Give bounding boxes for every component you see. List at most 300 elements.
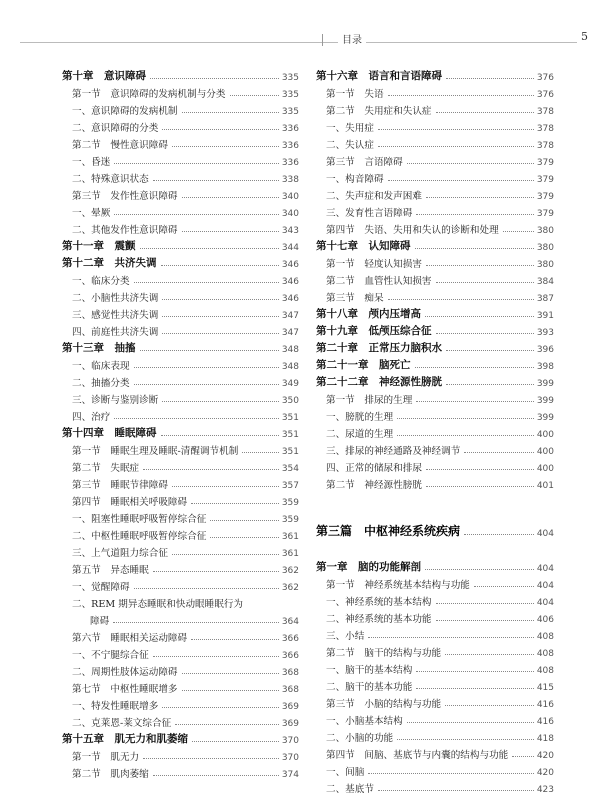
toc-entry-title: 二、小脑性共济失调	[72, 293, 159, 304]
toc-entry-item[interactable]	[62, 117, 299, 134]
dot-leader	[153, 180, 279, 181]
toc-page-number: 351	[281, 430, 299, 440]
toc-entry-item[interactable]	[316, 778, 554, 795]
toc-page-number: 357	[281, 481, 299, 491]
toc-entry-item[interactable]	[316, 457, 554, 474]
toc-page-number: 335	[281, 73, 299, 83]
toc-page-number: 366	[281, 651, 299, 661]
toc-entry-chapter[interactable]	[62, 729, 299, 746]
toc-page-number: 346	[281, 294, 299, 304]
dot-leader	[426, 265, 534, 266]
toc-page-number: 415	[536, 683, 554, 693]
toc-entry-title: 二、尿道的生理	[326, 429, 394, 440]
toc-entry-item[interactable]	[62, 304, 299, 321]
toc-entry-cont[interactable]	[62, 610, 299, 627]
toc-page-number: 336	[281, 124, 299, 134]
toc-page-number: 400	[536, 430, 554, 440]
dot-leader	[162, 401, 278, 402]
toc-entry-title: 二、特殊意识状态	[72, 174, 149, 185]
toc-entry-title: 二、神经系统的基本功能	[326, 614, 432, 625]
toc-page-number: 404	[536, 598, 554, 608]
page-header	[20, 30, 588, 50]
toc-entry-item[interactable]	[316, 676, 554, 693]
dot-leader	[397, 435, 534, 436]
toc-page-number: 420	[536, 768, 554, 778]
toc-page-number: 408	[536, 632, 554, 642]
toc-entry-title: 第七节 中枢性睡眠增多	[72, 684, 178, 695]
dot-leader	[162, 129, 278, 130]
dot-leader	[153, 656, 279, 657]
dot-leader	[378, 129, 534, 130]
toc-entry-chapter[interactable]	[62, 253, 299, 270]
dot-leader	[134, 282, 279, 283]
toc-entry-item[interactable]	[62, 661, 299, 678]
toc-entry-item[interactable]	[316, 168, 554, 185]
dot-leader	[161, 265, 279, 266]
toc-page-number: 343	[281, 226, 299, 236]
toc-page-number: 366	[281, 634, 299, 644]
toc-entry-item[interactable]	[316, 761, 554, 778]
dot-leader	[416, 671, 533, 672]
toc-entry-title: 四、前庭性共济失调	[72, 327, 159, 338]
toc-entry-title: 二、中枢性睡眠呼吸暂停综合征	[72, 531, 207, 542]
toc-entry-item[interactable]	[316, 608, 554, 625]
dot-leader	[143, 469, 279, 470]
toc-entry-chapter[interactable]	[316, 355, 554, 372]
toc-page-number: 369	[281, 702, 299, 712]
dot-leader	[426, 197, 534, 198]
toc-page-number: 423	[536, 785, 554, 795]
toc-entry-chapter[interactable]	[62, 66, 299, 83]
dot-leader	[425, 316, 534, 317]
toc-page-number: 348	[281, 362, 299, 372]
toc-entry-item[interactable]	[62, 321, 299, 338]
toc-entry-title: 第二节 肌肉萎缩	[72, 769, 149, 780]
toc-entry-item[interactable]	[62, 287, 299, 304]
toc-page-number: 384	[536, 277, 554, 287]
part-spacer	[316, 545, 554, 557]
toc-page-number: 359	[281, 498, 299, 508]
toc-page-number: 404	[536, 564, 554, 574]
toc-page-number: 379	[536, 158, 554, 168]
toc-left-column	[62, 66, 299, 780]
toc-entry-section[interactable]	[316, 693, 554, 710]
toc-page-number: 406	[536, 615, 554, 625]
toc-entry-title: 第二节 失用症和失认症	[326, 106, 432, 117]
toc-entry-title: 一、构音障碍	[326, 174, 384, 185]
toc-entry-section[interactable]	[62, 457, 299, 474]
dot-leader	[474, 586, 534, 587]
toc-entry-item[interactable]	[62, 168, 299, 185]
toc-entry-item[interactable]	[62, 712, 299, 729]
toc-page-number: 378	[536, 124, 554, 134]
toc-entry-section[interactable]	[316, 219, 554, 236]
dot-leader	[230, 95, 279, 96]
dot-leader	[161, 435, 279, 436]
dot-leader	[162, 707, 278, 708]
toc-page-number: 420	[536, 751, 554, 761]
toc-entry-title: 三、感觉性共济失调	[72, 310, 159, 321]
toc-page-number: 376	[536, 90, 554, 100]
toc-entry-section[interactable]	[316, 744, 554, 761]
toc-entry-title: 二、基底节	[326, 784, 374, 795]
toc-entry-title: 第一节 睡眠生理及睡眠-清醒调节机制	[72, 446, 239, 457]
toc-page-number: 347	[281, 311, 299, 321]
toc-entry-title: 一、临床分类	[72, 276, 130, 287]
dot-leader	[464, 534, 534, 535]
toc-page-number: 416	[536, 717, 554, 727]
toc-entry-title: 一、意识障碍的发病机制	[72, 106, 178, 117]
dot-leader	[397, 418, 534, 419]
toc-page-number: 349	[281, 379, 299, 389]
dot-leader	[210, 537, 279, 538]
toc-page-number: 369	[281, 719, 299, 729]
toc-entry-title: 三、排尿的神经通路及神经调节	[326, 446, 461, 457]
toc-page-number: 379	[536, 175, 554, 185]
toc-page-number: 380	[536, 226, 554, 236]
toc-entry-title: 第四节 间脑、基底节与内囊的结构与功能	[326, 750, 509, 761]
toc-entry-item[interactable]	[316, 710, 554, 727]
dot-leader	[140, 350, 279, 351]
toc-entry-section[interactable]	[62, 440, 299, 457]
dot-leader	[397, 739, 534, 740]
toc-entry-item[interactable]	[316, 727, 554, 744]
toc-entry-title: 第二十章 正常压力脑积水	[316, 342, 442, 354]
toc-entry-chapter[interactable]	[316, 304, 554, 321]
toc-entry-section[interactable]	[316, 474, 554, 491]
dot-leader	[426, 486, 534, 487]
toc-entry-title: 三、上气道阻力综合征	[72, 548, 168, 559]
toc-entry-section[interactable]	[62, 185, 299, 202]
toc-entry-title: 第一节 神经系统基本结构与功能	[326, 580, 470, 591]
toc-entry-title: 一、膀胱的生理	[326, 412, 394, 423]
dot-leader	[368, 773, 533, 774]
toc-entry-section[interactable]	[62, 627, 299, 644]
dot-leader	[242, 452, 278, 453]
dot-leader	[172, 554, 279, 555]
toc-entry-section[interactable]	[316, 574, 554, 591]
dot-leader	[416, 688, 533, 689]
dot-leader	[162, 316, 278, 317]
toc-page-number: 374	[281, 770, 299, 780]
dot-leader	[445, 705, 534, 706]
toc-page-number: 376	[536, 73, 554, 83]
toc-page-number: 404	[536, 529, 554, 539]
toc-entry-item[interactable]	[62, 508, 299, 525]
toc-page-number: 361	[281, 532, 299, 542]
dot-leader	[368, 637, 533, 638]
toc-page-number: 368	[281, 685, 299, 695]
toc-entry-title: 三、诊断与鉴别诊断	[72, 395, 159, 406]
toc-entry-title: 第三节 言语障碍	[326, 157, 403, 168]
toc-entry-item[interactable]	[316, 625, 554, 642]
toc-right-column	[316, 66, 554, 795]
dot-leader	[114, 418, 278, 419]
toc-entry-title: 二、意识障碍的分类	[72, 123, 159, 134]
toc-entry-item[interactable]	[316, 134, 554, 151]
toc-entry-section[interactable]	[316, 83, 554, 100]
dot-leader	[182, 690, 279, 691]
toc-entry-section[interactable]	[62, 559, 299, 576]
toc-entry-chapter[interactable]	[316, 321, 554, 338]
toc-entry-item[interactable]	[62, 644, 299, 661]
dot-leader	[512, 756, 534, 757]
toc-entry-title: 第十七章 认知障碍	[316, 240, 411, 252]
toc-page-number: 393	[536, 328, 554, 338]
toc-entry-section[interactable]	[62, 746, 299, 763]
toc-page-number: 346	[281, 277, 299, 287]
toc-page-number: 350	[281, 396, 299, 406]
toc-entry-section[interactable]	[62, 83, 299, 100]
dot-leader	[134, 367, 279, 368]
toc-entry-item[interactable]	[316, 423, 554, 440]
dot-leader	[436, 620, 534, 621]
toc-entry-item[interactable]	[62, 525, 299, 542]
dot-leader	[182, 112, 279, 113]
toc-entry-item[interactable]	[62, 372, 299, 389]
toc-entry-item[interactable]	[62, 355, 299, 372]
toc-page-number: 379	[536, 192, 554, 202]
toc-entry-chapter[interactable]	[316, 338, 554, 355]
header-section-title: 目录	[338, 31, 366, 46]
toc-entry-section[interactable]	[316, 642, 554, 659]
dot-leader	[153, 775, 279, 776]
dot-leader	[388, 95, 534, 96]
toc-entry-title: 二、REM 期异态睡眠和快动眼睡眠行为	[72, 599, 244, 610]
toc-entry-title: 一、觉醒障碍	[72, 582, 130, 593]
toc-entry-section[interactable]	[316, 253, 554, 270]
toc-page-number: 401	[536, 481, 554, 491]
toc-entry-title: 第十四章 睡眠障碍	[62, 427, 157, 439]
dot-leader	[172, 146, 279, 147]
toc-entry-item[interactable]	[62, 576, 299, 593]
toc-page-number: 379	[536, 209, 554, 219]
toc-entry-title: 第四节 失语、失用和失认的诊断和处理	[326, 225, 499, 236]
toc-entry-item[interactable]	[316, 406, 554, 423]
dot-leader	[172, 486, 279, 487]
toc-page-number: 347	[281, 328, 299, 338]
toc-entry-title: 一、特发性睡眠增多	[72, 701, 159, 712]
dot-leader	[378, 790, 534, 791]
toc-entry-section[interactable]	[62, 678, 299, 695]
dot-leader	[114, 214, 278, 215]
toc-entry-title: 第三篇 中枢神经系统疾病	[316, 524, 461, 538]
toc-entry-title: 一、晕厥	[72, 208, 111, 219]
toc-page-number: 351	[281, 413, 299, 423]
toc-entry-title: 第二节 血管性认知损害	[326, 276, 432, 287]
toc-page-number: 362	[281, 583, 299, 593]
dot-leader	[416, 214, 533, 215]
toc-page-number: 348	[281, 345, 299, 355]
toc-entry-title: 障碍	[90, 616, 110, 627]
dot-leader	[162, 299, 278, 300]
toc-entry-section[interactable]	[316, 270, 554, 287]
toc-page-number: 344	[281, 243, 299, 253]
toc-entry-item[interactable]	[316, 440, 554, 457]
dot-leader	[426, 469, 534, 470]
toc-entry-title: 二、失认症	[326, 140, 374, 151]
dot-leader	[425, 569, 534, 570]
toc-entry-item[interactable]	[62, 151, 299, 168]
toc-page-number: 408	[536, 666, 554, 676]
toc-entry-section[interactable]	[316, 151, 554, 168]
toc-entry-item[interactable]	[316, 185, 554, 202]
toc-entry-title: 第二节 失眠症	[72, 463, 140, 474]
toc-entry-chapter[interactable]	[316, 372, 554, 389]
toc-page-number: 335	[281, 90, 299, 100]
toc-page-number: 340	[281, 192, 299, 202]
toc-entry-title: 第一节 意识障碍的发病机制与分类	[72, 89, 226, 100]
toc-entry-title: 第十八章 颅内压增高	[316, 308, 421, 320]
dot-leader	[153, 571, 279, 572]
toc-entry-item[interactable]	[62, 406, 299, 423]
dot-leader	[182, 197, 279, 198]
toc-entry-chapter[interactable]	[62, 338, 299, 355]
toc-entry-section[interactable]	[62, 134, 299, 151]
toc-entry-title: 第二节 神经源性膀胱	[326, 480, 422, 491]
dot-leader	[445, 654, 534, 655]
dot-leader	[415, 248, 534, 249]
toc-entry-chapter[interactable]	[316, 66, 554, 83]
toc-page-number: 378	[536, 141, 554, 151]
toc-page-number: 336	[281, 141, 299, 151]
dot-leader	[378, 146, 534, 147]
toc-page-number: 399	[536, 379, 554, 389]
dot-leader	[182, 231, 279, 232]
toc-entry-title: 一、间脑	[326, 767, 365, 778]
toc-entry-title: 第二节 慢性意识障碍	[72, 140, 168, 151]
toc-entry-chapter[interactable]	[62, 423, 299, 440]
toc-page-number: 408	[536, 649, 554, 659]
toc-entry-title: 第二十一章 脑死亡	[316, 359, 411, 371]
toc-page-number: 400	[536, 447, 554, 457]
dot-leader	[113, 622, 279, 623]
dot-leader	[388, 180, 534, 181]
dot-leader	[134, 384, 279, 385]
toc-entry-title: 第一节 失语	[326, 89, 384, 100]
toc-entry-section[interactable]	[62, 491, 299, 508]
toc-entry-title: 一、失用症	[326, 123, 374, 134]
toc-entry-item[interactable]	[316, 117, 554, 134]
toc-entry-title: 第三节 发作性意识障碍	[72, 191, 178, 202]
toc-entry-section[interactable]	[316, 287, 554, 304]
toc-entry-title: 第十二章 共济失调	[62, 257, 157, 269]
toc-page-number: 396	[536, 345, 554, 355]
dot-leader	[407, 722, 534, 723]
toc-page-number: 346	[281, 260, 299, 270]
dot-leader	[143, 758, 279, 759]
toc-page-number: 378	[536, 107, 554, 117]
header-rule	[20, 42, 588, 43]
toc-entry-title: 一、阻塞性睡眠呼吸暂停综合征	[72, 514, 207, 525]
toc-entry-chapter[interactable]	[316, 557, 554, 574]
toc-entry-section[interactable]	[316, 100, 554, 117]
dot-leader	[175, 724, 279, 725]
toc-page-number: 380	[536, 243, 554, 253]
header-separator	[322, 34, 323, 46]
toc-entry-item[interactable]	[62, 202, 299, 219]
toc-entry-item[interactable]	[62, 593, 299, 610]
toc-page-number: 370	[281, 753, 299, 763]
toc-entry-section[interactable]	[316, 389, 554, 406]
dot-leader	[191, 639, 279, 640]
toc-entry-item[interactable]	[62, 695, 299, 712]
toc-entry-title: 第十三章 抽搐	[62, 342, 136, 354]
dot-leader	[464, 452, 534, 453]
toc-page-number: 418	[536, 734, 554, 744]
toc-page-number: 368	[281, 668, 299, 678]
dot-leader	[140, 248, 279, 249]
toc-entry-item[interactable]	[62, 270, 299, 287]
toc-page-number: 370	[281, 736, 299, 746]
toc-entry-item[interactable]	[316, 591, 554, 608]
toc-entry-chapter[interactable]	[316, 236, 554, 253]
dot-leader	[436, 282, 534, 283]
toc-entry-title: 四、正常的储尿和排尿	[326, 463, 422, 474]
dot-leader	[150, 78, 279, 79]
toc-page-number: 354	[281, 464, 299, 474]
toc-entry-section[interactable]	[62, 474, 299, 491]
toc-page-number: 416	[536, 700, 554, 710]
toc-entry-item[interactable]	[316, 202, 554, 219]
toc-entry-title: 一、昏迷	[72, 157, 111, 168]
toc-entry-title: 第四节 睡眠相关呼吸障碍	[72, 497, 188, 508]
dot-leader	[446, 384, 534, 385]
dot-leader	[388, 299, 534, 300]
toc-entry-item[interactable]	[62, 100, 299, 117]
dot-leader	[446, 350, 534, 351]
toc-entry-title: 二、失声症和发声困难	[326, 191, 422, 202]
dot-leader	[436, 112, 534, 113]
toc-entry-title: 二、周期性肢体运动障碍	[72, 667, 178, 678]
toc-entry-item[interactable]	[316, 659, 554, 676]
toc-page-number: 398	[536, 362, 554, 372]
toc-entry-section[interactable]	[62, 763, 299, 780]
toc-entry-title: 一、不宁腿综合征	[72, 650, 149, 661]
dot-leader	[436, 333, 534, 334]
toc-entry-part[interactable]	[316, 513, 554, 539]
dot-leader	[182, 673, 279, 674]
toc-page-number: 362	[281, 566, 299, 576]
toc-page-number: 361	[281, 549, 299, 559]
toc-entry-item[interactable]	[62, 389, 299, 406]
toc-page-number: 364	[281, 617, 299, 627]
toc-entry-title: 第五节 异态睡眠	[72, 565, 149, 576]
toc-entry-title: 第二十二章 神经源性膀胱	[316, 376, 442, 388]
toc-entry-title: 三、小结	[326, 631, 365, 642]
toc-entry-title: 第十六章 语言和言语障碍	[316, 70, 442, 82]
dot-leader	[503, 231, 534, 232]
toc-page-number: 340	[281, 209, 299, 219]
toc-entry-title: 一、脑干的基本结构	[326, 665, 413, 676]
toc-page-number: 387	[536, 294, 554, 304]
dot-leader	[416, 401, 533, 402]
toc-page-number: 391	[536, 311, 554, 321]
toc-entry-item[interactable]	[62, 542, 299, 559]
toc-entry-title: 第三节 痴呆	[326, 293, 384, 304]
toc-entry-item[interactable]	[62, 219, 299, 236]
toc-page-number: 359	[281, 515, 299, 525]
toc-entry-title: 一、临床表现	[72, 361, 130, 372]
toc-entry-title: 第六节 睡眠相关运动障碍	[72, 633, 188, 644]
toc-page-number: 399	[536, 413, 554, 423]
toc-entry-title: 二、抽搐分类	[72, 378, 130, 389]
toc-page-number: 399	[536, 396, 554, 406]
dot-leader	[191, 503, 279, 504]
toc-entry-title: 第一章 脑的功能解剖	[316, 561, 421, 573]
toc-entry-chapter[interactable]	[62, 236, 299, 253]
toc-entry-title: 一、小脑基本结构	[326, 716, 403, 727]
